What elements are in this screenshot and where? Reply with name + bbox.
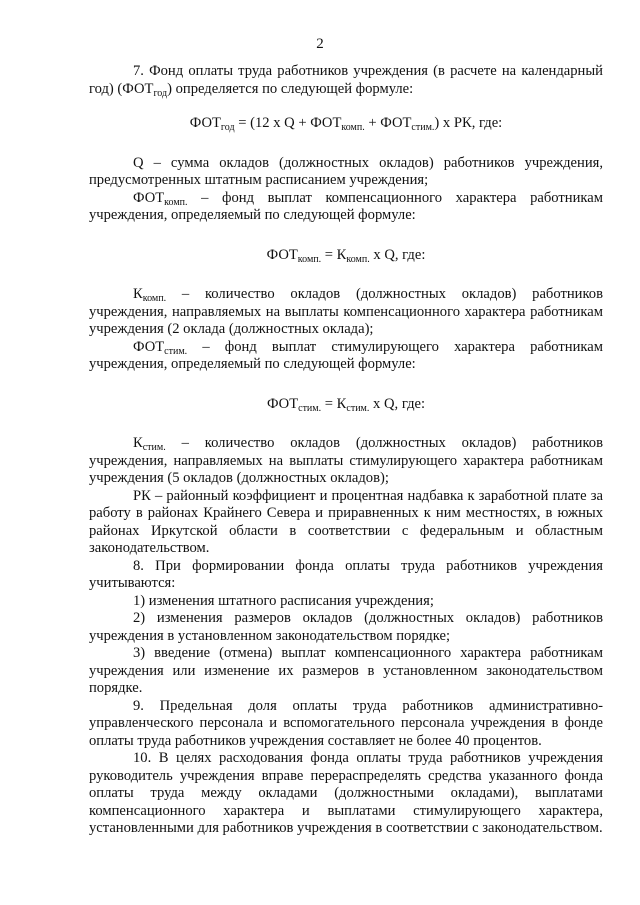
formula-1-part: ) x РК, где: [434, 115, 503, 131]
formula-1-sub: год [220, 122, 235, 133]
formula-3-part: ФОТ [266, 395, 299, 412]
term: К [133, 435, 143, 451]
paragraph-7-text: 7. Фонд оплаты труда работников учреждения (в расчете на календарный год) (ФОТ [89, 63, 603, 97]
formula-1-part: + ФОТ [364, 115, 412, 131]
formula-2-sub: комп. [297, 253, 322, 265]
page-number: 2 [316, 36, 324, 52]
definition-text: – фонд выплат компенсационного характера работникам учреждения, определяемый по следующей формуле: [89, 189, 603, 223]
formula-1-part: = (12 x Q + ФОТ [234, 115, 342, 131]
paragraph-7-subscript: год [153, 87, 168, 99]
term-subscript: комп. [164, 196, 188, 208]
definition-q: Q – сумма окладов (должностных окладов) работников учреждения, предусмотренных штатным расписанием учреждения; [89, 154, 603, 188]
document-body [89, 63, 603, 838]
term: К [133, 286, 143, 302]
definition-fot-stim [89, 339, 603, 374]
formula-2-part: = К [321, 246, 347, 263]
formula-3-sub: стим. [346, 402, 370, 414]
formula-1-sub: комп. [341, 122, 365, 133]
formula-fot-year [89, 115, 603, 133]
definition-text: – фонд выплат стимулирующего характера работникам учреждения, определяемый по следующей формуле: [89, 338, 603, 372]
formula-1-sub: стим. [411, 122, 435, 133]
formula-fot-stim [89, 396, 603, 414]
formula-2-part: x Q, где: [369, 246, 426, 263]
paragraph-7 [89, 63, 603, 98]
formula-2-part: ФОТ [266, 246, 298, 263]
term-subscript: комп. [142, 293, 167, 304]
formula-3-sub: стим. [298, 402, 322, 414]
term-subscript: стим. [142, 442, 166, 453]
paragraph-9: 9. Предельная доля оплаты труда работников административно-управленческого персонала и вспомогательного персонала учреждения в фонде оплаты труда работников учреждения составляет не более 40 процентов. [89, 697, 603, 749]
term-subscript: стим. [164, 345, 188, 357]
paragraph-8: 8. При формировании фонда оплаты труда работников учреждения учитываются: [89, 557, 603, 591]
term: ФОТ [133, 338, 165, 355]
definition-fot-komp [89, 190, 603, 225]
definition-rk: РК – районный коэффициент и процентная надбавка к заработной плате за работу в районах Крайнего Севера и приравненных к ним местностях, в южных районах Иркутской области в соответствии с федеральным и областным законодательством. [89, 487, 603, 556]
formula-3-part: x Q, где: [369, 395, 426, 412]
definition-text: – количество окладов (должностных окладов) работников учреждения, направляемых на выплаты стимулирующего характера работникам учреждения (5 окладов (должностных окладов); [89, 435, 603, 486]
paragraph-8-item: 3) введение (отмена) выплат компенсационного характера работникам учреждения или изменение их размеров в установленном законодательством порядке. [89, 645, 603, 696]
formula-2-sub: комп. [346, 253, 370, 265]
definition-text: – количество окладов (должностных окладов) работников учреждения, направляемых на выплаты компенсационного характера работникам учреждения (2 оклада (должностных оклада); [89, 286, 603, 337]
formula-3-part: = К [321, 395, 347, 412]
paragraph-8-item: 2) изменения размеров окладов (должностных окладов) работников учреждения в установленном законодательством порядке; [89, 610, 603, 644]
formula-fot-komp [89, 247, 603, 265]
definition-k-stim [89, 435, 603, 488]
term: ФОТ [133, 189, 165, 206]
paragraph-10: 10. В целях расходования фонда оплаты труда работников учреждения руководитель учреждения вправе перераспределять средства указанного фонда оплаты труда между окладами (должностными окладами), выплатами компенсационного характера и выплатами стимулирующего характера, установленными для работников учреждения в соответствии с законодательством. [89, 750, 603, 836]
formula-1-part: ФОТ [189, 115, 221, 131]
definition-k-komp [89, 286, 603, 339]
paragraph-8-item: 1) изменения штатного расписания учреждения; [133, 592, 434, 609]
paragraph-7-tail: ) определяется по следующей формуле: [167, 80, 414, 97]
